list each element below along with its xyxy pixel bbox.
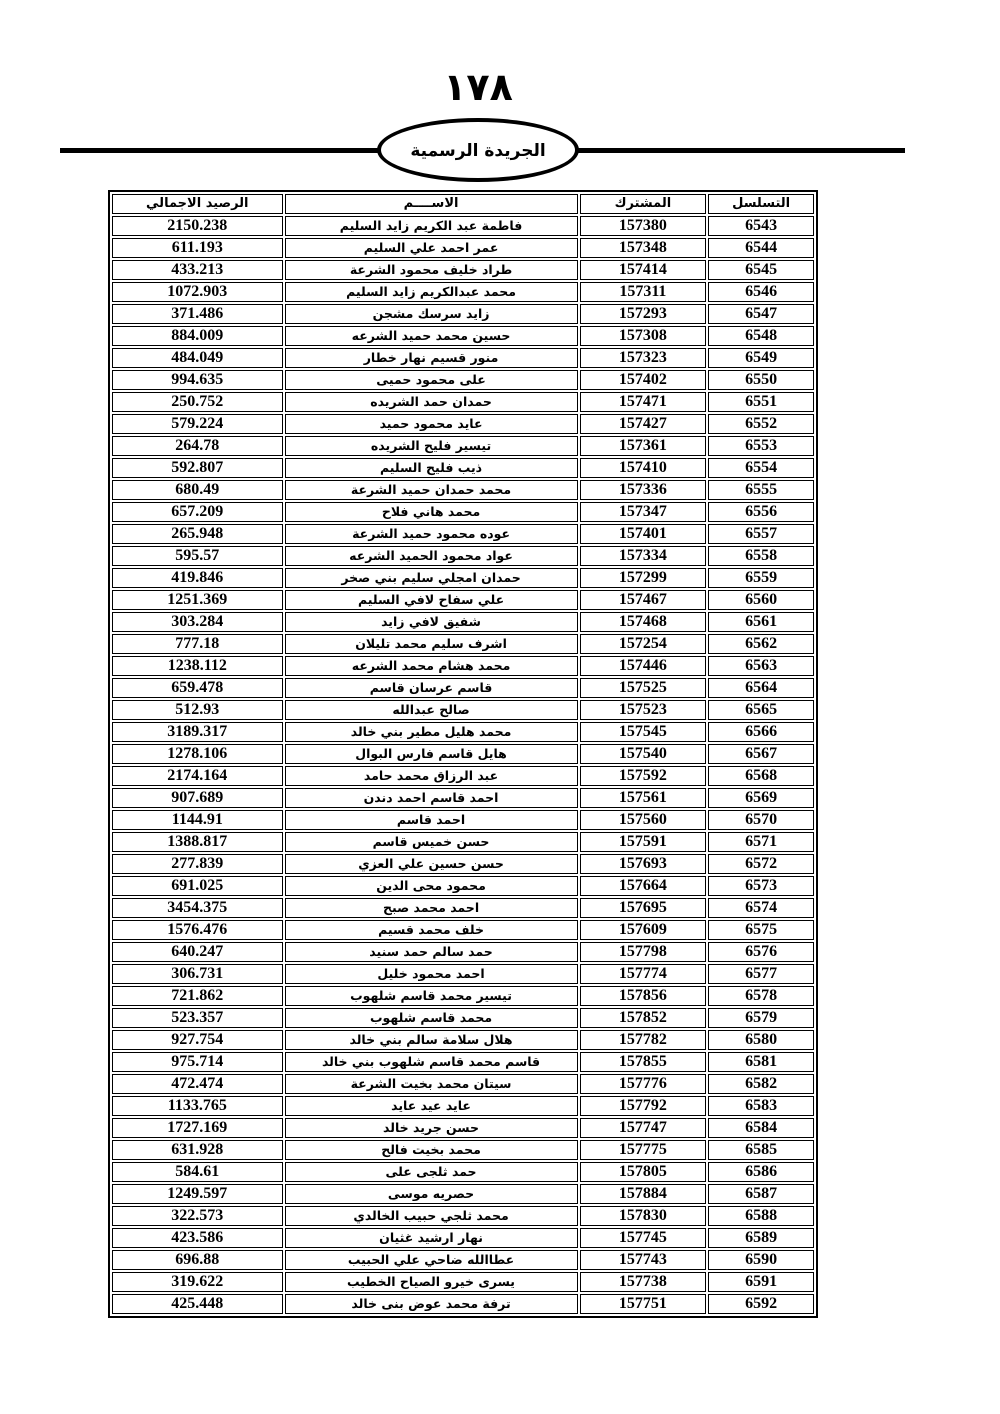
balance-cell: 512.93 [112, 700, 283, 720]
table-row [112, 1206, 814, 1226]
table-row [112, 546, 814, 566]
serial-cell: 6565 [708, 700, 814, 720]
serial-cell: 6583 [708, 1096, 814, 1116]
subscriber-cell: 157545 [580, 722, 707, 742]
subscriber-cell: 157254 [580, 634, 707, 654]
balance-cell: 592.807 [112, 458, 283, 478]
serial-cell: 6588 [708, 1206, 814, 1226]
name-cell: عطاالله ضاحي علي الحبيب [285, 1250, 578, 1270]
subscriber-cell: 157334 [580, 546, 707, 566]
table-row [112, 436, 814, 456]
subscriber-cell: 157560 [580, 810, 707, 830]
table-row [112, 788, 814, 808]
balance-cell: 303.284 [112, 612, 283, 632]
serial-cell: 6557 [708, 524, 814, 544]
subscriber-cell: 157467 [580, 590, 707, 610]
name-cell: ترفة محمد عوض بنى خالد [285, 1294, 578, 1314]
balance-cell: 777.18 [112, 634, 283, 654]
table-row [112, 1140, 814, 1160]
table-row [112, 810, 814, 830]
subscriber-cell: 157471 [580, 392, 707, 412]
table-row [112, 502, 814, 522]
header-name: الاســــم [285, 194, 578, 214]
balance-cell: 691.025 [112, 876, 283, 896]
subscriber-cell: 157446 [580, 656, 707, 676]
name-cell: خلف محمد قسيم [285, 920, 578, 940]
serial-cell: 6544 [708, 238, 814, 258]
subscriber-cell: 157743 [580, 1250, 707, 1270]
balance-cell: 277.839 [112, 854, 283, 874]
subscriber-cell: 157401 [580, 524, 707, 544]
balance-cell: 659.478 [112, 678, 283, 698]
subscriber-cell: 157410 [580, 458, 707, 478]
table-row [112, 876, 814, 896]
name-cell: قاسم عرسان قاسم [285, 678, 578, 698]
balance-cell: 657.209 [112, 502, 283, 522]
serial-cell: 6586 [708, 1162, 814, 1182]
balance-cell: 1238.112 [112, 656, 283, 676]
subscriber-cell: 157751 [580, 1294, 707, 1314]
balance-cell: 579.224 [112, 414, 283, 434]
serial-cell: 6569 [708, 788, 814, 808]
name-cell: عايد محمود حميد [285, 414, 578, 434]
table-row [112, 854, 814, 874]
subscriber-cell: 157695 [580, 898, 707, 918]
table-header-row [112, 194, 814, 214]
serial-cell: 6576 [708, 942, 814, 962]
subscriber-cell: 157468 [580, 612, 707, 632]
name-cell: شفيق لافي زايد [285, 612, 578, 632]
balance-cell: 1727.169 [112, 1118, 283, 1138]
balance-cell: 523.357 [112, 1008, 283, 1028]
table-row [112, 744, 814, 764]
balance-cell: 721.862 [112, 986, 283, 1006]
name-cell: حمد سالم حمد سنيد [285, 942, 578, 962]
name-cell: عوده محمود حميد الشرعة [285, 524, 578, 544]
name-cell: احمد قاسم [285, 810, 578, 830]
table-row [112, 590, 814, 610]
balance-cell: 2174.164 [112, 766, 283, 786]
balance-cell: 975.714 [112, 1052, 283, 1072]
balance-cell: 611.193 [112, 238, 283, 258]
name-cell: ذيب فليح السليم [285, 458, 578, 478]
balance-cell: 1278.106 [112, 744, 283, 764]
name-cell: عايد عيد عايد [285, 1096, 578, 1116]
balance-cell: 423.586 [112, 1228, 283, 1248]
table-row [112, 656, 814, 676]
subscriber-cell: 157311 [580, 282, 707, 302]
table-row [112, 1250, 814, 1270]
serial-cell: 6543 [708, 216, 814, 236]
gazette-banner-ellipse [377, 118, 579, 182]
serial-cell: 6573 [708, 876, 814, 896]
table-row [112, 1184, 814, 1204]
balance-cell: 2150.238 [112, 216, 283, 236]
name-cell: طراد خليف محمود الشرعة [285, 260, 578, 280]
subscriber-cell: 157299 [580, 568, 707, 588]
balance-cell: 3454.375 [112, 898, 283, 918]
serial-cell: 6560 [708, 590, 814, 610]
subscriber-cell: 157308 [580, 326, 707, 346]
serial-cell: 6555 [708, 480, 814, 500]
subscriber-cell: 157664 [580, 876, 707, 896]
serial-cell: 6574 [708, 898, 814, 918]
name-cell: تيسير فليح الشريده [285, 436, 578, 456]
name-cell: نهار ارشيد غثيان [285, 1228, 578, 1248]
table-row [112, 964, 814, 984]
subscriber-cell: 157591 [580, 832, 707, 852]
balance-cell: 306.731 [112, 964, 283, 984]
subscriber-cell: 157523 [580, 700, 707, 720]
serial-cell: 6570 [708, 810, 814, 830]
balance-cell: 631.928 [112, 1140, 283, 1160]
table-row [112, 1008, 814, 1028]
serial-cell: 6553 [708, 436, 814, 456]
balance-cell: 250.752 [112, 392, 283, 412]
serial-cell: 6585 [708, 1140, 814, 1160]
table-row [112, 700, 814, 720]
balance-cell: 884.009 [112, 326, 283, 346]
serial-cell: 6578 [708, 986, 814, 1006]
serial-cell: 6589 [708, 1228, 814, 1248]
table-row [112, 414, 814, 434]
name-cell: محمد عبدالكريم زايد السليم [285, 282, 578, 302]
balance-cell: 927.754 [112, 1030, 283, 1050]
balance-cell: 484.049 [112, 348, 283, 368]
subscriber-cell: 157884 [580, 1184, 707, 1204]
table-row [112, 612, 814, 632]
subscriber-cell: 157293 [580, 304, 707, 324]
subscriber-cell: 157830 [580, 1206, 707, 1226]
serial-cell: 6590 [708, 1250, 814, 1270]
balance-cell: 3189.317 [112, 722, 283, 742]
serial-cell: 6571 [708, 832, 814, 852]
subscriber-cell: 157323 [580, 348, 707, 368]
serial-cell: 6580 [708, 1030, 814, 1050]
serial-cell: 6581 [708, 1052, 814, 1072]
balance-cell: 1133.765 [112, 1096, 283, 1116]
table-row [112, 370, 814, 390]
header-serial: التسلسل [708, 194, 814, 214]
serial-cell: 6545 [708, 260, 814, 280]
table-row [112, 326, 814, 346]
table-row [112, 722, 814, 742]
gazette-banner-title: الجريدة الرسمية [410, 141, 546, 161]
subscriber-cell: 157347 [580, 502, 707, 522]
table-row [112, 1272, 814, 1292]
table-row [112, 1118, 814, 1138]
name-cell: عمر احمد علي السليم [285, 238, 578, 258]
name-cell: حسن جريد خالد [285, 1118, 578, 1138]
serial-cell: 6587 [708, 1184, 814, 1204]
balance-cell: 433.213 [112, 260, 283, 280]
name-cell: محمد قاسم شلهوب [285, 1008, 578, 1028]
table-row [112, 1228, 814, 1248]
table-row [112, 458, 814, 478]
name-cell: محمود محى الدين [285, 876, 578, 896]
balance-cell: 1144.91 [112, 810, 283, 830]
subscriber-cell: 157738 [580, 1272, 707, 1292]
table-row [112, 986, 814, 1006]
serial-cell: 6547 [708, 304, 814, 324]
table-row [112, 766, 814, 786]
serial-cell: 6550 [708, 370, 814, 390]
table-row [112, 568, 814, 588]
name-cell: صالح عبدالله [285, 700, 578, 720]
balance-cell: 264.78 [112, 436, 283, 456]
name-cell: حمدان امجلي سليم بني صخر [285, 568, 578, 588]
serial-cell: 6559 [708, 568, 814, 588]
serial-cell: 6556 [708, 502, 814, 522]
table-row [112, 304, 814, 324]
subscriber-cell: 157525 [580, 678, 707, 698]
subscriber-cell: 157380 [580, 216, 707, 236]
name-cell: علي سفاح لافي السليم [285, 590, 578, 610]
subscriber-cell: 157792 [580, 1096, 707, 1116]
serial-cell: 6549 [708, 348, 814, 368]
subscriber-cell: 157540 [580, 744, 707, 764]
serial-cell: 6577 [708, 964, 814, 984]
table-row [112, 898, 814, 918]
page-number: ١٧٨ [443, 65, 513, 109]
subscriber-cell: 157782 [580, 1030, 707, 1050]
name-cell: قاسم محمد قاسم شلهوب بني خالد [285, 1052, 578, 1072]
table-row [112, 832, 814, 852]
table-row [112, 920, 814, 940]
table-row [112, 1030, 814, 1050]
subscriber-cell: 157561 [580, 788, 707, 808]
serial-cell: 6551 [708, 392, 814, 412]
serial-cell: 6548 [708, 326, 814, 346]
serial-cell: 6561 [708, 612, 814, 632]
name-cell: احمد محمد صبح [285, 898, 578, 918]
subscriber-cell: 157609 [580, 920, 707, 940]
serial-cell: 6567 [708, 744, 814, 764]
balance-cell: 472.474 [112, 1074, 283, 1094]
subscriber-cell: 157856 [580, 986, 707, 1006]
serial-cell: 6584 [708, 1118, 814, 1138]
name-cell: هايل قاسم فارس البوال [285, 744, 578, 764]
table-row [112, 1074, 814, 1094]
subscribers-table [108, 190, 818, 1318]
name-cell: اشرف سليم محمد تليلان [285, 634, 578, 654]
balance-cell: 907.689 [112, 788, 283, 808]
serial-cell: 6562 [708, 634, 814, 654]
table-row [112, 480, 814, 500]
table-row [112, 1052, 814, 1072]
table-row [112, 634, 814, 654]
table-row [112, 260, 814, 280]
subscriber-cell: 157852 [580, 1008, 707, 1028]
name-cell: عواد محمود الحميد الشرعه [285, 546, 578, 566]
name-cell: محمد هليل مطير بني خالد [285, 722, 578, 742]
name-cell: احمد محمود خليل [285, 964, 578, 984]
serial-cell: 6582 [708, 1074, 814, 1094]
balance-cell: 1388.817 [112, 832, 283, 852]
balance-cell: 1251.369 [112, 590, 283, 610]
name-cell: محمد هشام محمد الشرعه [285, 656, 578, 676]
serial-cell: 6554 [708, 458, 814, 478]
balance-cell: 319.622 [112, 1272, 283, 1292]
serial-cell: 6566 [708, 722, 814, 742]
balance-cell: 265.948 [112, 524, 283, 544]
header-subscriber: المشترك [580, 194, 707, 214]
subscriber-cell: 157776 [580, 1074, 707, 1094]
subscriber-cell: 157775 [580, 1140, 707, 1160]
name-cell: فاطمة عبد الكريم زايد السليم [285, 216, 578, 236]
subscriber-cell: 157402 [580, 370, 707, 390]
balance-cell: 680.49 [112, 480, 283, 500]
serial-cell: 6546 [708, 282, 814, 302]
name-cell: يسرى خيرو الصياح الخطيب [285, 1272, 578, 1292]
name-cell: حسين محمد حميد الشرعه [285, 326, 578, 346]
balance-cell: 425.448 [112, 1294, 283, 1314]
table-row [112, 942, 814, 962]
table-row [112, 216, 814, 236]
balance-cell: 595.57 [112, 546, 283, 566]
subscriber-cell: 157747 [580, 1118, 707, 1138]
serial-cell: 6591 [708, 1272, 814, 1292]
subscriber-cell: 157774 [580, 964, 707, 984]
table-row [112, 678, 814, 698]
name-cell: محمد بخيت فالح [285, 1140, 578, 1160]
subscriber-cell: 157592 [580, 766, 707, 786]
name-cell: منور قسيم نهار خطار [285, 348, 578, 368]
subscriber-cell: 157745 [580, 1228, 707, 1248]
balance-cell: 994.635 [112, 370, 283, 390]
subscribers-table-body [112, 216, 814, 1314]
name-cell: حمد ثلجى على [285, 1162, 578, 1182]
name-cell: محمد حمدان حميد الشرعة [285, 480, 578, 500]
balance-cell: 1249.597 [112, 1184, 283, 1204]
header-balance: الرصيد الاجمالي [112, 194, 283, 214]
table-row [112, 1294, 814, 1314]
subscriber-cell: 157336 [580, 480, 707, 500]
name-cell: عبد الرزاق محمد حامد [285, 766, 578, 786]
table-row [112, 524, 814, 544]
serial-cell: 6552 [708, 414, 814, 434]
name-cell: محمد هاني فلاح [285, 502, 578, 522]
subscriber-cell: 157693 [580, 854, 707, 874]
balance-cell: 1576.476 [112, 920, 283, 940]
table-row [112, 238, 814, 258]
name-cell: محمد ثلجي حبيب الخالدي [285, 1206, 578, 1226]
table-row [112, 392, 814, 412]
name-cell: سيتان محمد بخيت الشرعة [285, 1074, 578, 1094]
serial-cell: 6592 [708, 1294, 814, 1314]
serial-cell: 6568 [708, 766, 814, 786]
serial-cell: 6572 [708, 854, 814, 874]
name-cell: حسن خميس قاسم [285, 832, 578, 852]
serial-cell: 6564 [708, 678, 814, 698]
name-cell: حمدان حمد الشريده [285, 392, 578, 412]
table-row [112, 1096, 814, 1116]
subscriber-cell: 157805 [580, 1162, 707, 1182]
balance-cell: 419.846 [112, 568, 283, 588]
balance-cell: 1072.903 [112, 282, 283, 302]
table-row [112, 348, 814, 368]
balance-cell: 696.88 [112, 1250, 283, 1270]
name-cell: احمد قاسم احمد دندن [285, 788, 578, 808]
table-row [112, 282, 814, 302]
subscriber-cell: 157361 [580, 436, 707, 456]
serial-cell: 6579 [708, 1008, 814, 1028]
name-cell: على محمود حميى [285, 370, 578, 390]
balance-cell: 640.247 [112, 942, 283, 962]
subscriber-cell: 157855 [580, 1052, 707, 1072]
name-cell: زايد سرسك مشجن [285, 304, 578, 324]
subscriber-cell: 157414 [580, 260, 707, 280]
name-cell: هلال سلامة سالم بني خالد [285, 1030, 578, 1050]
serial-cell: 6575 [708, 920, 814, 940]
balance-cell: 371.486 [112, 304, 283, 324]
serial-cell: 6558 [708, 546, 814, 566]
name-cell: حسن حسين علي العزي [285, 854, 578, 874]
name-cell: تيسير محمد قاسم شلهوب [285, 986, 578, 1006]
balance-cell: 584.61 [112, 1162, 283, 1182]
name-cell: حصريه موسى [285, 1184, 578, 1204]
subscriber-cell: 157798 [580, 942, 707, 962]
table-row [112, 1162, 814, 1182]
balance-cell: 322.573 [112, 1206, 283, 1226]
serial-cell: 6563 [708, 656, 814, 676]
subscriber-cell: 157427 [580, 414, 707, 434]
subscriber-cell: 157348 [580, 238, 707, 258]
